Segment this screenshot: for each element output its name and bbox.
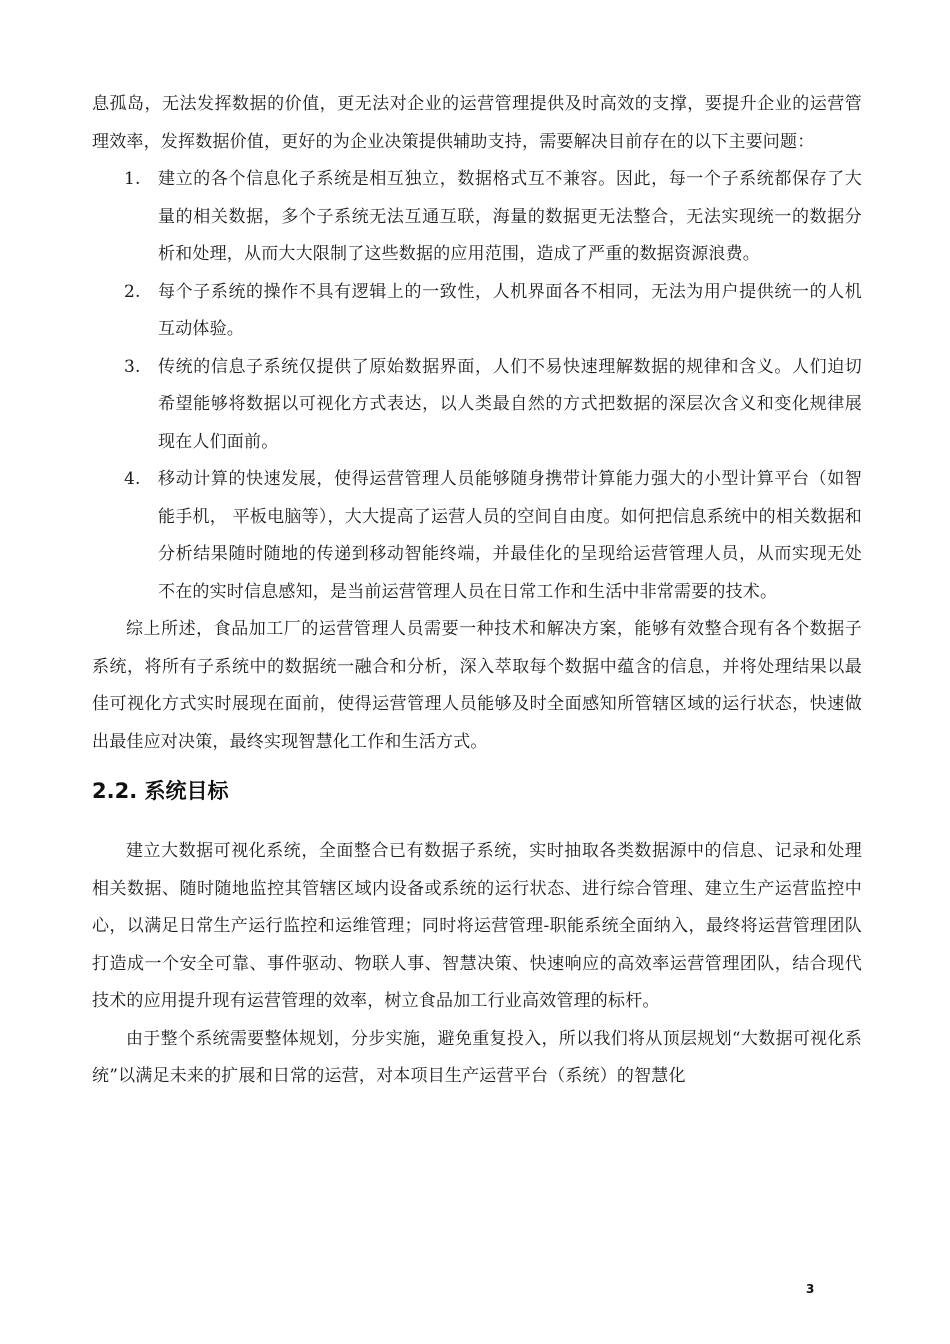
list-item [92,274,862,349]
summary-paragraph: 综上所述，食品加工厂的运营管理人员需要一种技术和解决方案，能够有效整合现有各个数据子系统，将所有子系统中的数据统一融合和分析，深入萃取每个数据中蕴含的信息，并将处理结果以最佳可视化方式实时展现在面前，使得运营管理人员能够及时全面感知所管辖区域的运行状态，快速做出最佳应对决策，最终实现智慧化工作和生活方式。 [92,619,862,752]
document-page [92,86,862,1096]
list-item [92,161,862,274]
list-item-text: 移动计算的快速发展，使得运营管理人员能够随身携带计算能力强大的小型计算平台（如智能手机， 平板电脑等），大大提高了运营人员的空间自由度。如何把信息系统中的相关数据和分析结果随时随地的传递到移动智能终端，并最佳化的呈现给运营管理人员，从而实现无处不在的实时信息感知，是当前运营管理人员在日常工作和生活中非常需要的技术。 [158,469,862,602]
problem-list [92,161,862,611]
section-paragraph: 建立大数据可视化系统，全面整合已有数据子系统，实时抽取各类数据源中的信息、记录和处理相关数据、随时随地监控其管辖区域内设备或系统的运行状态、进行综合管理、建立生产运营监控中心，以满足日常生产运行监控和运维管理；同时将运营管理-职能系统全面纳入，最终将运营管理团队打造成一个安全可靠、事件驱动、物联人事、智慧决策、快速响应的高效率运营管理团队，结合现代技术的应用提升现有运营管理的效率，树立食品加工行业高效管理的标杆。 [92,841,862,1011]
list-item-number: 1. [124,169,141,189]
list-item-text: 建立的各个信息化子系统是相互独立，数据格式互不兼容。因此，每一个子系统都保存了大量的相关数据，多个子系统无法互通互联，海量的数据更无法整合，无法实现统一的数据分析和处理，从而大大限制了这些数据的应用范围，造成了严重的数据资源浪费。 [158,169,862,264]
intro-paragraph: 息孤岛，无法发挥数据的价值，更无法对企业的运营管理提供及时高效的支撑，要提升企业的运营管理效率，发挥数据价值，更好的为企业决策提供辅助支持，需要解决目前存在的以下主要问题： [92,94,862,152]
list-item [92,349,862,462]
list-item-number: 3. [124,356,141,377]
list-item [92,461,862,611]
section-heading: 2.2. 系统目标 [92,779,229,803]
list-item-text: 每个子系统的操作不具有逻辑上的一致性，人机界面各不相同，无法为用户提供统一的人机互动体验。 [158,281,862,339]
section-paragraph: 由于整个系统需要整体规划，分步实施，避免重复投入，所以我们将从顶层规划“大数据可视化系统”以满足未来的扩展和日常的运营，对本项目生产运营平台（系统）的智慧化 [92,1028,862,1086]
list-item-number: 2. [124,281,141,302]
list-item-text: 传统的信息子系统仅提供了原始数据界面，人们不易快速理解数据的规律和含义。人们迫切希望能够将数据以可视化方式表达，以人类最自然的方式把数据的深层次含义和变化规律展现在人们面前。 [158,356,862,452]
list-item-number: 4. [124,469,141,489]
page-number: 3 [806,1282,815,1296]
